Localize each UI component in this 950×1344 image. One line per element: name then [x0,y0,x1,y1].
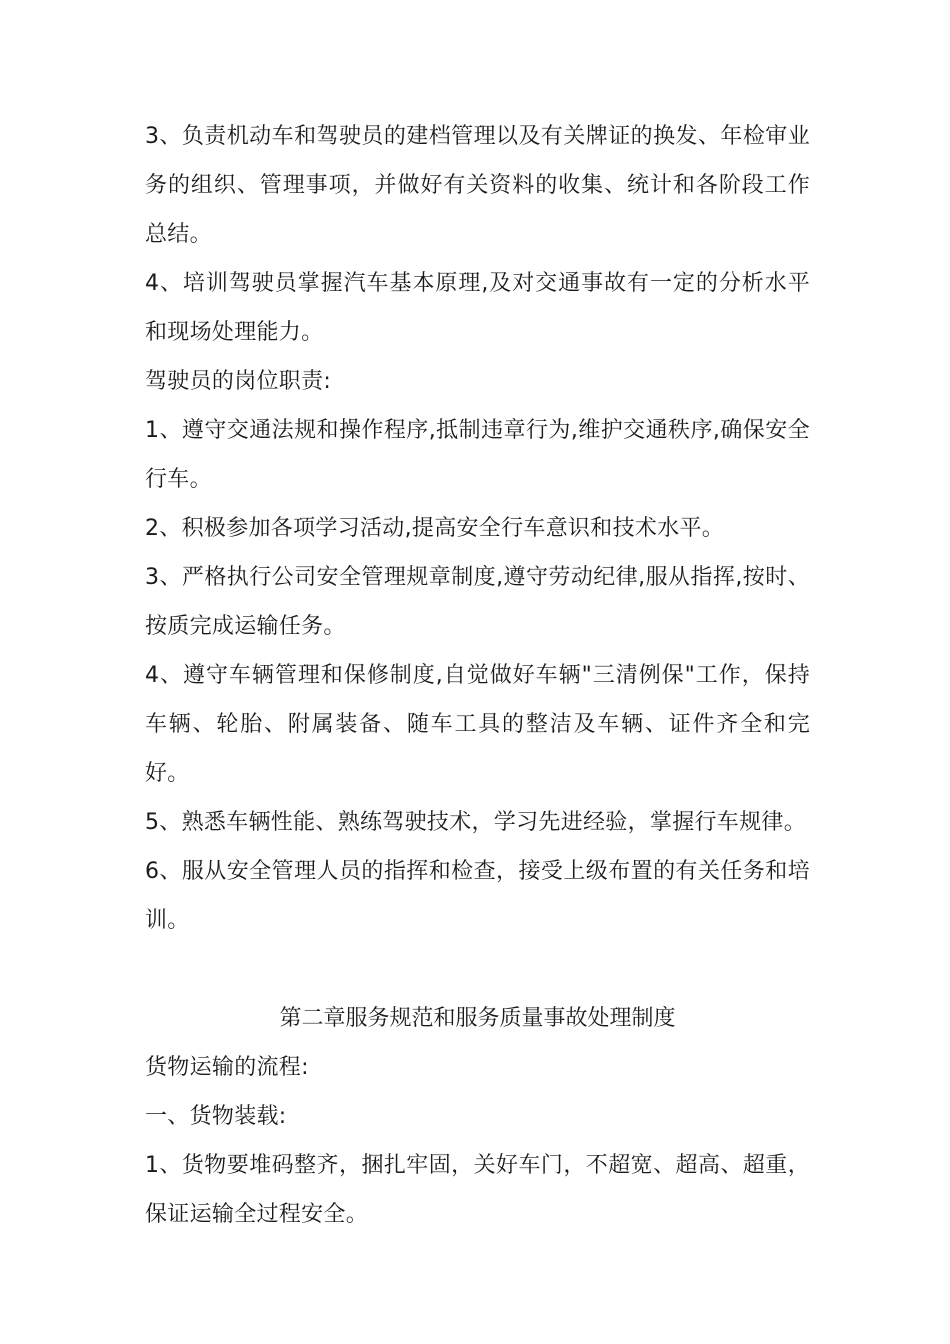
paragraph-duty-3: 3、严格执行公司安全管理规章制度,遵守劳动纪律,服从指挥,按时、按质完成运输任务。 [145,565,810,639]
subsection-label-cargo-loading: 一、货物装载: [145,1104,287,1129]
paragraph-duty-2: 2、积极参加各项学习活动,提高安全行车意识和技术水平。 [145,516,725,541]
blank-line [145,945,810,994]
paragraph-duty-1: 1、遵守交通法规和操作程序,抵制违章行为,维护交通秩序,确保安全行车。 [145,418,810,492]
paragraph-duty-6: 6、服从安全管理人员的指挥和检查，接受上级布置的有关任务和培训。 [145,859,810,933]
section-label-freight-process: 货物运输的流程: [145,1055,309,1080]
paragraph-loading-1: 1、货物要堆码整齐，捆扎牢固，关好车门，不超宽、超高、超重，保证运输全过程安全。 [145,1153,810,1227]
paragraph-duty-4: 4、遵守车辆管理和保修制度,自觉做好车辆"三清例保"工作，保持车辆、轮胎、附属装备、随车工具的整洁及车辆、证件齐全和完好。 [145,663,810,786]
section-label-driver-duties: 驾驶员的岗位职责: [145,369,332,394]
paragraph-item-4-driver-training: 4、培训驾驶员掌握汽车基本原理,及对交通事故有一定的分析水平和现场处理能力。 [145,271,810,345]
paragraph-duty-5: 5、熟悉车辆性能、熟练驾驶技术，学习先进经验，掌握行车规律。 [145,810,806,835]
chapter-heading: 第二章服务规范和服务质量事故处理制度 [279,1006,676,1031]
document-body [145,112,810,1239]
paragraph-item-3-archive-management: 3、负责机动车和驾驶员的建档管理以及有关牌证的换发、年检审业务的组织、管理事项，并做好有关资料的收集、统计和各阶段工作总结。 [145,124,810,247]
